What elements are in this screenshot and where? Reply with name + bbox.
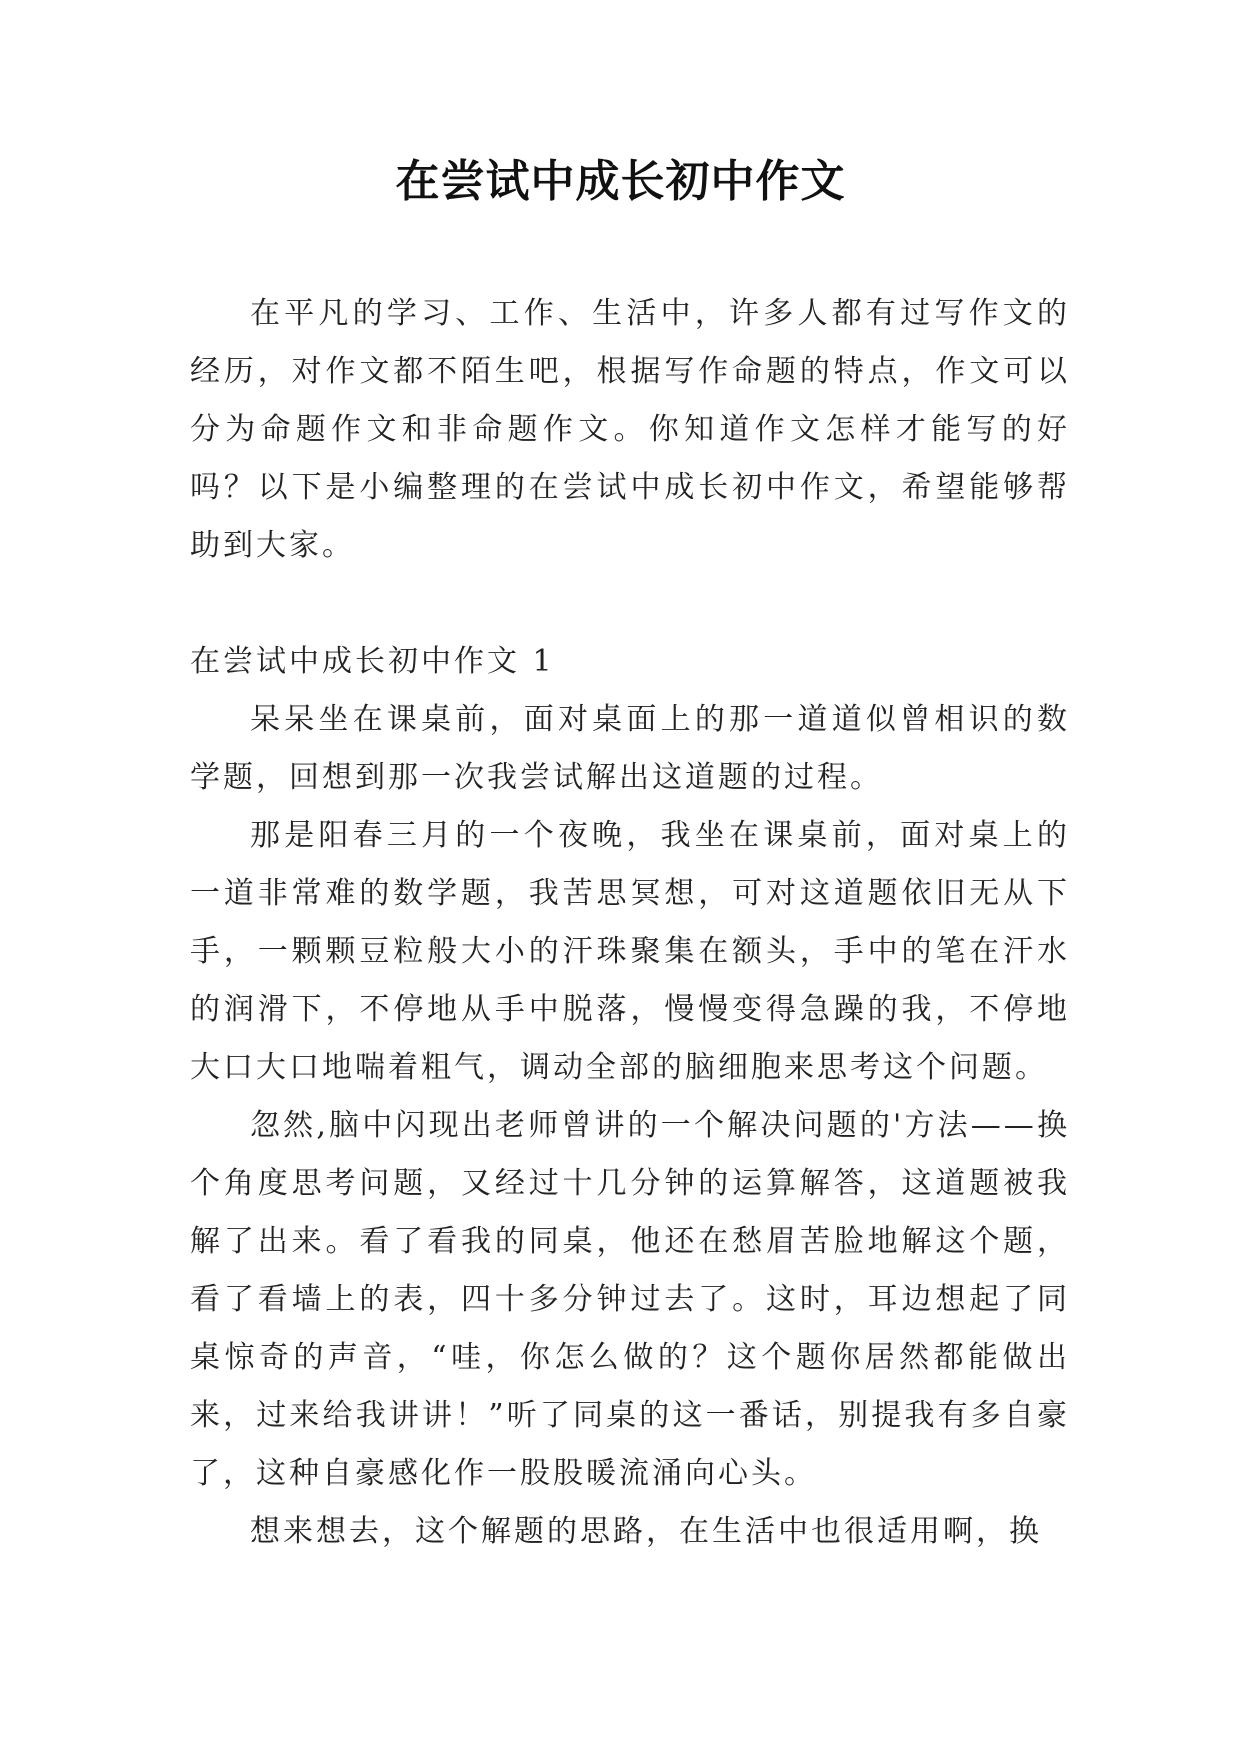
section-heading: 在尝试中成长初中作文 1 xyxy=(190,644,555,679)
document-body xyxy=(190,285,1070,1561)
body-paragraph: 那是阳春三月的一个夜晚，我坐在课桌前，面对桌上的一道非常难的数学题，我苦思冥想，可对这道题依旧无从下手，一颗颗豆粒般大小的汗珠聚集在额头，手中的笔在汗水的润滑下，不停地从手中脱落，慢慢变得急躁的我，不停地大口大口地喘着粗气，调动全部的脑细胞来思考这个问题。 xyxy=(190,818,1070,1085)
body-paragraph: 想来想去，这个解题的思路，在生活中也很适用啊，换 xyxy=(250,1514,1042,1549)
body-paragraph: 呆呆坐在课桌前，面对桌面上的那一道道似曾相识的数学题，回想到那一次我尝试解出这道题的过程。 xyxy=(190,702,1070,795)
intro-paragraph: 在平凡的学习、工作、生活中，许多人都有过写作文的经历，对作文都不陌生吧，根据写作命题的特点，作文可以分为命题作文和非命题作文。你知道作文怎样才能写的好吗？以下是小编整理的在尝试中成长初中作文，希望能够帮助到大家。 xyxy=(190,296,1070,563)
body-paragraph: 忽然,脑中闪现出老师曾讲的一个解决问题的'方法——换个角度思考问题，又经过十几分钟的运算解答，这道题被我解了出来。看了看我的同桌，他还在愁眉苦脸地解这个题，看了看墙上的表，四十多分钟过去了。这时，耳边想起了同桌惊奇的声音，“哇，你怎么做的？这个题你居然都能做出来，过来给我讲讲！”听了同桌的这一番话，别提我有多自豪了，这种自豪感化作一股股暖流涌向心头。 xyxy=(190,1108,1070,1491)
document-title: 在尝试中成长初中作文 xyxy=(395,156,846,207)
